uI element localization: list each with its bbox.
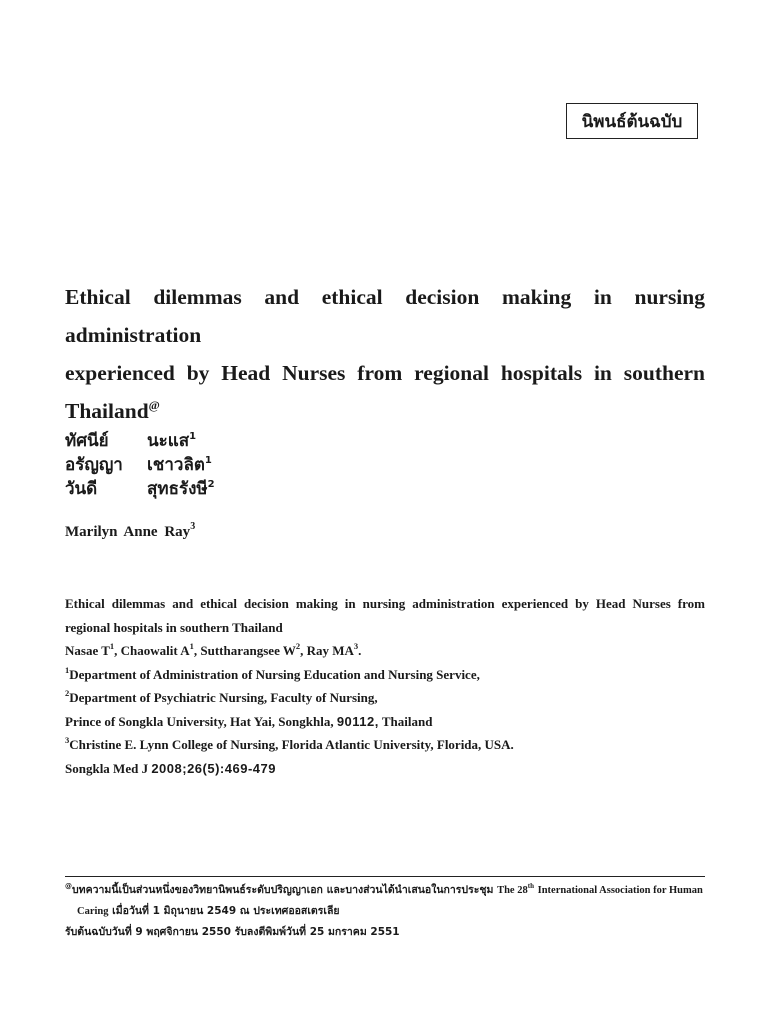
author-family-text: เชาวลิต <box>147 454 205 475</box>
affiliation-2 <box>65 686 705 710</box>
title-line-3-text: Thailand <box>65 399 149 423</box>
author-abbrev <box>307 643 362 658</box>
thai-author-row <box>65 428 215 452</box>
author-abbrev-name: Chaowalit A <box>120 643 190 658</box>
author-sep: , <box>193 643 201 658</box>
author-abbrev-name: Ray MA <box>306 643 354 658</box>
affiliation-3 <box>65 733 705 757</box>
english-author-name: Marilyn Anne Ray <box>65 524 191 540</box>
author-given-name: อรัญญา <box>65 454 123 475</box>
footnote-english-text: The 28 <box>497 885 528 896</box>
author-given-name: วันดี <box>65 478 98 499</box>
affiliation-sup: 2 <box>65 688 70 698</box>
author-abbrev-sup: 1 <box>189 641 194 651</box>
affiliation-text: Christine E. Lynn College of Nursing, Florida Atlantic University, Florida, USA. <box>69 737 514 752</box>
author-affil-sup: 1 <box>204 454 212 466</box>
author-sep: , <box>300 643 307 658</box>
footnote-ordinal-sup: th <box>527 882 534 890</box>
thai-author-row <box>65 476 215 500</box>
footnote-line-1 <box>65 880 710 901</box>
footnote-thai-text: บทความนี้เป็นส่วนหนึ่งของวิทยานิพนธ์ระดับปริญญาเอก และบางส่วนได้นำเสนอในการประชุม <box>72 884 494 896</box>
affiliation-1 <box>65 663 705 687</box>
affiliation-2-continued <box>65 710 705 734</box>
author-family-name <box>147 427 196 454</box>
article-type-badge: นิพนธ์ต้นฉบับ <box>566 103 698 139</box>
affiliation-sup: 1 <box>65 664 70 675</box>
affiliation-country: Thailand <box>381 713 433 729</box>
footnote-mark: @ <box>65 882 72 890</box>
english-title-line-2: regional hospitals in southern Thailand <box>65 619 283 635</box>
author-sep: , <box>114 643 121 658</box>
affiliation-text: Department of Psychiatric Nursing, Faculty of Nursing, <box>69 690 378 705</box>
footnote-english-text: International Association for Human <box>537 885 703 896</box>
author-sep: . <box>358 643 362 658</box>
title-mark: @ <box>148 398 160 412</box>
title-line-3 <box>65 399 160 423</box>
title-line-2: experienced by Head Nurses from regional hospitals in southern <box>65 361 705 385</box>
author-abbrev <box>200 643 306 658</box>
citation <box>65 757 705 781</box>
thai-author-list <box>65 428 215 500</box>
author-abbrev-sup: 1 <box>109 641 115 651</box>
citation-journal: Songkla Med J <box>65 760 149 776</box>
footnote-divider <box>65 876 705 877</box>
author-abbrev-name: Suttharangsee W <box>200 643 296 658</box>
author-family-text: สุทธรังษี <box>147 478 208 499</box>
footnote-line-2 <box>65 901 710 922</box>
footnote-line-3: รับต้นฉบับวันที่ 9 พฤศจิกายน 2550 รับลงตีพิมพ์วันที่ 25 มกราคม 2551 <box>65 926 400 938</box>
footnote-english-text: Caring <box>77 906 109 917</box>
footnote <box>65 880 710 942</box>
author-given-name: ทัศนีย์ <box>65 430 109 451</box>
author-abbrev-name: Nasae T <box>65 643 110 658</box>
author-affil-sup: 1 <box>189 430 197 442</box>
author-affil-sup: 2 <box>207 478 215 490</box>
english-title-line-1: Ethical dilemmas and ethical decision making in nursing administration experienced by Head Nurses from <box>65 596 705 611</box>
title-line-1: Ethical dilemmas and ethical decision making in nursing administration <box>65 285 705 347</box>
article-title <box>65 278 705 430</box>
postal-code: 90112, <box>336 713 379 729</box>
english-author-sup: 3 <box>190 521 196 532</box>
footnote-thai-text: เมื่อวันที่ 1 มิถุนายน 2549 ณ ประเทศออสเตรเลีย <box>112 905 340 917</box>
affiliation-address: Prince of Songkla University, Hat Yai, Songkhla, <box>65 713 334 729</box>
english-author <box>65 521 196 541</box>
citation-reference: 2008;26(5):469-479 <box>151 760 276 776</box>
author-abbrev <box>65 643 121 658</box>
thai-author-row <box>65 452 215 476</box>
author-family-name <box>147 475 215 502</box>
english-header-block <box>65 592 705 780</box>
author-abbrev <box>121 643 201 658</box>
english-author-line <box>65 639 705 663</box>
author-abbrev-sup: 3 <box>353 641 359 651</box>
author-family-name <box>147 451 212 478</box>
affiliation-text: Department of Administration of Nursing Education and Nursing Service, <box>69 666 480 682</box>
author-abbrev-sup: 2 <box>295 641 301 651</box>
author-family-text: นะแส <box>147 430 190 451</box>
affiliation-sup: 3 <box>65 735 70 745</box>
